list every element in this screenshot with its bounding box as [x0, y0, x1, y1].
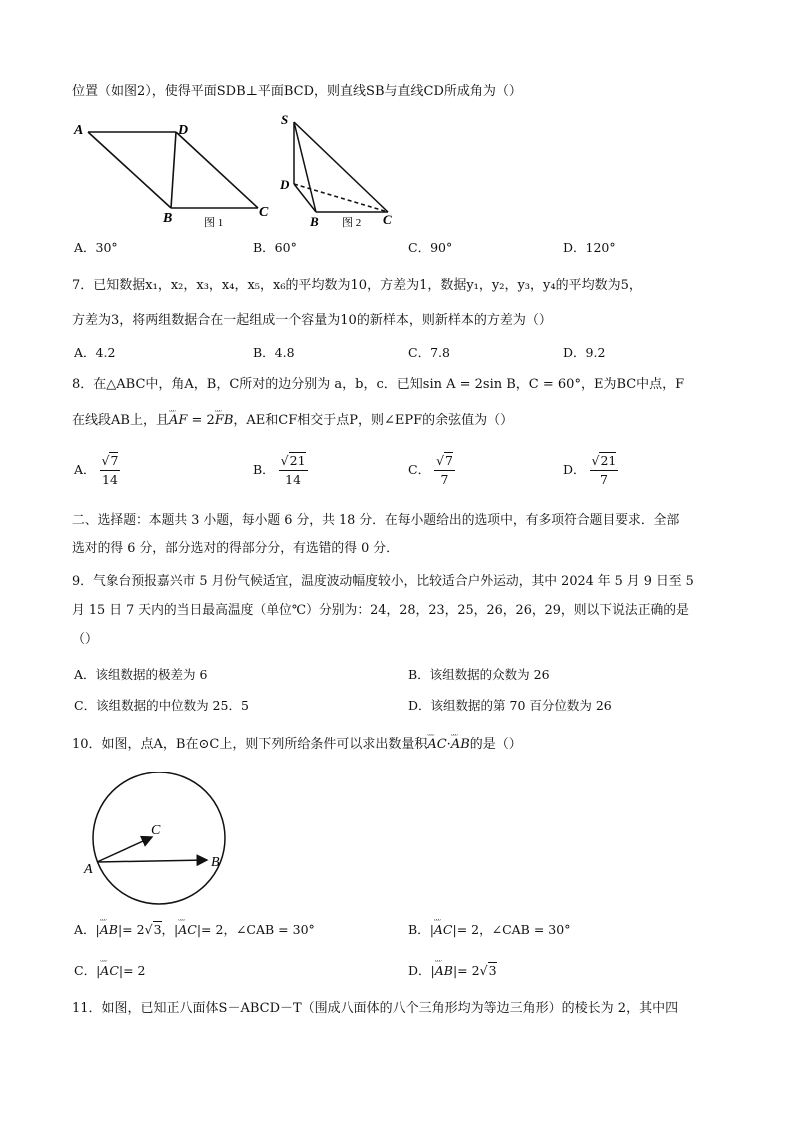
q7-option-b: B．4.8: [253, 345, 295, 360]
q10-option-a-part3: ，|: [161, 922, 179, 937]
figure-1: [70, 118, 280, 230]
q8-option-a-num: 7: [110, 453, 119, 468]
q10-fig-label-a: A: [84, 862, 93, 877]
fig2-label-b: B: [310, 214, 319, 229]
q8-line2-pre: 在线段AB上，且: [72, 413, 169, 428]
q10-option-d-part1: |: [430, 963, 435, 978]
q10-vector-ab: ᵕᵕᵕ AB: [451, 736, 470, 754]
q10-option-c: [74, 962, 146, 980]
q7-stem-line-1: 7．已知数据x₁，x₂，x₃，x₄，x₅，x₆的平均数为10，方差为1，数据y₁，y₂，y₃，y₄的平均数为5，: [72, 278, 642, 293]
q7-stem-line-2: 方差为3，将两组数据合在一起组成一个容量为10的新样本，则新样本的方差为（）: [72, 313, 552, 328]
q8-option-a-den: 14: [102, 472, 118, 487]
fig2-label-s: S: [281, 112, 289, 127]
q8-option-a-label: A．: [74, 462, 96, 477]
q10-stem-pre: 10．如图，点A，B在⊙C上，则下列所给条件可以求出数量积: [72, 737, 428, 752]
q8-vector-af: ᵕᵕᵕ AF: [169, 412, 187, 430]
q10-option-c-part1: |: [96, 963, 101, 978]
q8-vector-fb: ᵕᵕᵕ FB: [215, 412, 234, 430]
q9-option-b: B．该组数据的众数为 26: [408, 667, 550, 682]
q10-option-c-vector-ac: ᵕᵕᵕ AC: [100, 962, 119, 980]
q8-option-d: [563, 452, 618, 489]
q8-option-d-label: D．: [563, 462, 586, 477]
q10-option-d-radicand: 3: [488, 963, 497, 978]
fig2-caption: 图 2: [342, 217, 362, 229]
q8-option-b-num: 21: [289, 453, 306, 468]
q8-stem-line-2: [72, 412, 513, 430]
section-2-heading-line-2: 选对的得 6 分，部分选对的得部分分，有选错的得 0 分．: [72, 541, 399, 556]
q10-fig-label-b: B: [211, 855, 220, 870]
q10-option-a-label: A．: [74, 922, 96, 937]
q10-stem-post: 的是（）: [469, 737, 522, 752]
q10-dot: ·: [446, 737, 451, 752]
q9-stem-line-1: 9．气象台预报嘉兴市 5 月份气候适宜，温度波动幅度较小，比较适合户外运动，其中 2024 年 5 月 9 日至 5: [72, 574, 694, 589]
q10-option-a-vector-ab: ᵕᵕᵕ AB: [100, 921, 118, 939]
q7-option-a: A．4.2: [74, 345, 116, 360]
q10-option-c-label: C．: [74, 963, 97, 978]
fig1-label-d: D: [178, 123, 189, 138]
q8-option-a-fraction: $\frac{√7}{14}$: [101, 453, 119, 487]
q11-stem-line: 11．如图，已知正八面体S－ABCD－T（围成八面体的八个三角形均为等边三角形）的棱长为 2，其中四: [72, 1001, 679, 1016]
q8-option-c-num: 7: [445, 453, 453, 468]
q7-option-c: C．7.8: [408, 345, 450, 360]
q6-option-a: A．30°: [74, 240, 118, 255]
q9-option-c: C．该组数据的中位数为 25．5: [74, 698, 249, 713]
fig1-caption: 图 1: [204, 217, 224, 229]
figure-2: [278, 110, 408, 230]
q9-option-d: D．该组数据的第 70 百分位数为 26: [408, 698, 612, 713]
q8-option-a: [74, 452, 120, 489]
q8-line2-post: ，AE和CF相交于点P，则∠EPF的余弦值为（）: [233, 413, 514, 428]
q8-option-c: [408, 452, 455, 489]
q9-stem-line-3: （）: [72, 632, 99, 647]
fig2-label-c: C: [383, 212, 392, 227]
q10-option-d-label: D．: [408, 963, 431, 978]
q10-option-b-part2: |= 2，∠CAB = 30°: [452, 922, 571, 937]
fig1-label-b: B: [163, 211, 173, 226]
section-2-heading-line-1: 二、选择题：本题共 3 小题，每小题 6 分，共 18 分．在每小题给出的选项中，有多项符合题目要求．全部: [72, 513, 680, 528]
q10-vector-ac: ᵕᵕᵕ AC: [427, 736, 446, 754]
q8-option-d-den: 7: [599, 472, 608, 487]
q10-option-d: D．|ᵕᵕᵕ AB|= 2√3: [408, 962, 497, 980]
q10-option-a-vector-ac: ᵕᵕᵕ AC: [178, 921, 197, 939]
q7-option-d: D．9.2: [563, 345, 606, 360]
q8-option-d-fraction: $\frac{√21}{7}$: [591, 453, 617, 487]
q10-option-d-part2: |= 2: [452, 963, 480, 978]
q6-option-b: B．60°: [253, 240, 297, 255]
q10-option-b-vector-ac: ᵕᵕᵕ AC: [434, 921, 453, 939]
fig2-label-d: D: [280, 177, 290, 192]
q10-option-b-label: B．: [408, 922, 430, 937]
q8-option-c-fraction: $\frac{√7}{7}$: [436, 453, 453, 487]
q6-stem-line: 位置（如图2），使得平面SDB⊥平面BCD，则直线SB与直线CD所成角为（）: [72, 84, 522, 99]
q8-option-b-label: B．: [253, 462, 275, 477]
fig1-label-a: A: [74, 123, 84, 138]
q10-stem-line: [72, 736, 522, 754]
q10-option-a-part4: |= 2，∠CAB = 30°: [196, 922, 315, 937]
q10-option-c-part2: |= 2: [118, 963, 146, 978]
q8-option-c-den: 7: [440, 472, 449, 487]
q10-option-a-part1: |: [95, 922, 100, 937]
q8-option-c-label: C．: [408, 462, 431, 477]
q10-option-b-part1: |: [429, 922, 434, 937]
q8-option-b-fraction: $\frac{√21}{14}$: [280, 453, 306, 487]
q10-circle-figure: [80, 772, 240, 912]
q10-option-a-part2: |= 2: [117, 922, 145, 937]
q10-fig-label-c: C: [151, 823, 161, 838]
q9-option-a: A．该组数据的极差为 6: [74, 667, 208, 682]
q6-option-c: C．90°: [408, 240, 453, 255]
q10-option-a-radicand: 3: [153, 922, 162, 937]
q10-option-d-vector-ab: ᵕᵕᵕ AB: [435, 962, 453, 980]
fig1-label-c: C: [259, 205, 269, 220]
q8-option-b-den: 14: [285, 472, 302, 487]
q10-option-a: A．|ᵕᵕᵕ AB|= 2√3，|ᵕᵕᵕ AC|= 2，∠CAB = 30°: [74, 921, 315, 939]
q8-stem-line-1: 8．在△ABC中，角A，B，C所对的边分别为 a，b，c．已知sin A = 2sin B，C = 60°，E为BC中点，F: [72, 377, 685, 392]
q8-eq: = 2: [187, 413, 215, 428]
q8-option-b: [253, 452, 308, 489]
q8-option-d-num: 21: [600, 453, 617, 468]
q10-option-b: [408, 921, 570, 939]
q6-option-d: D．120°: [563, 240, 616, 255]
q9-stem-line-2: 月 15 日 7 天内的当日最高温度（单位℃）分别为：24，28，23，25，26，26，29，则以下说法正确的是: [72, 603, 689, 618]
